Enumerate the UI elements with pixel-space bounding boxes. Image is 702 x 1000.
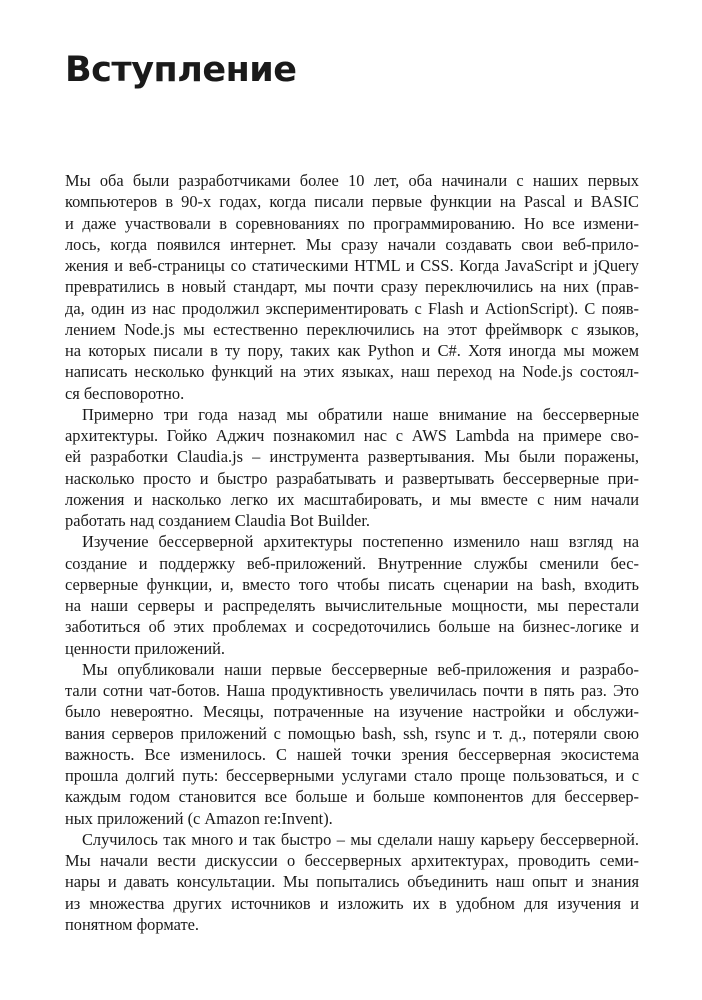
chapter-heading: Вступление — [65, 50, 297, 90]
text-line: ей разработки Claudia.js – инструмента развертывания. Мы были поражены, — [65, 447, 639, 467]
body-text — [65, 170, 639, 935]
text-line: лением Node.js мы естественно переключились на этот фреймворк с языков, — [65, 319, 639, 339]
text-line: важность. Все изменилось. С нашей точки зрения бессерверная экосистема — [65, 744, 639, 764]
text-line: компьютеров в 90-х годах, когда писали первые функции на Pascal и BASIC — [65, 192, 639, 212]
text-line: превратились в новый стандарт, мы почти сразу переключились на них (прав- — [65, 277, 639, 297]
text-line: и даже участвовали в соревнованиях по программированию. Но все измени- — [65, 213, 639, 233]
text-line: каждым годом становится все больше и больше компонентов для бессервер- — [65, 787, 639, 807]
text-line: заботиться об этих проблемах и сосредоточились больше на бизнес-логике и — [65, 617, 639, 637]
paragraph-2 — [65, 404, 639, 532]
paragraph-3 — [65, 531, 639, 659]
text-line: Мы оба были разработчиками более 10 лет, оба начинали с наших первых — [65, 171, 639, 190]
text-line: понятном формате. — [65, 914, 199, 934]
paragraph-4 — [65, 659, 639, 829]
text-line: создание и поддержку веб-приложений. Внутренние службы сменили бес- — [65, 553, 639, 573]
text-line: Изучение бессерверной архитектуры постепенно изменило наш взгляд на — [82, 532, 639, 552]
text-line: ложения и насколько легко их масштабировать, и мы вместе с ним начали — [65, 489, 639, 509]
text-line: вания серверов приложений с помощью bash, ssh, rsync и т. д., потеряли свою — [65, 723, 639, 743]
text-line: Примерно три года назад мы обратили наше внимание на бессерверные — [82, 404, 639, 424]
text-line: из множества других источников и изложить их в удобном для изучения и — [65, 893, 639, 913]
text-line: ся бесповоротно. — [65, 383, 185, 403]
text-line: нары и давать консультации. Мы попытались объединить наш опыт и знания — [65, 872, 639, 892]
text-line: ценности приложений. — [65, 638, 226, 658]
text-line: на наши серверы и распределять вычислительные мощности, мы перестали — [65, 596, 639, 615]
text-line: на которых писали в ту пору, таких как Python и C#. Хотя иногда мы можем — [65, 341, 639, 360]
paragraph-1 — [65, 170, 639, 404]
text-line: ных приложений (с Amazon re:Invent). — [65, 808, 333, 828]
text-line: лось, когда появился интернет. Мы сразу начали создавать свои веб-прило- — [65, 234, 639, 254]
text-line: жения и веб-страницы со статическими HTML и CSS. Когда JavaScript и jQuery — [65, 256, 639, 275]
text-line: прошла долгий путь: бессерверными услугами стало проще пользоваться, и с — [65, 766, 639, 785]
text-line: работать над созданием Claudia Bot Builder. — [65, 511, 370, 530]
text-line: написать несколько функций на этих языках, наш переход на Node.js состоял- — [65, 362, 639, 382]
text-line: архитектуры. Гойко Аджич познакомил нас с AWS Lambda на примере сво- — [65, 426, 639, 445]
text-line: Мы опубликовали наши первые бессерверные веб-приложения и разрабо- — [82, 659, 639, 679]
text-line: Случилось так много и так быстро – мы сделали нашу карьеру бессерверной. — [82, 829, 639, 849]
text-line: тали сотни чат-ботов. Наша продуктивность увеличилась почти в пять раз. Это — [65, 681, 639, 700]
text-line: серверные функции, и, вместо того чтобы писать сценарии на bash, входить — [65, 574, 639, 594]
text-line: Мы начали вести дискуссии о бессерверных архитектурах, проводить семи- — [65, 851, 639, 870]
text-line: насколько просто и быстро разрабатывать и развертывать бессерверные при- — [65, 468, 639, 488]
text-line: да, один из нас продолжил экспериментировать с Flash и ActionScript). С появ- — [65, 298, 639, 318]
paragraph-5 — [65, 829, 639, 935]
text-line: было невероятно. Месяцы, потраченные на изучение настройки и обслужи- — [65, 702, 639, 722]
